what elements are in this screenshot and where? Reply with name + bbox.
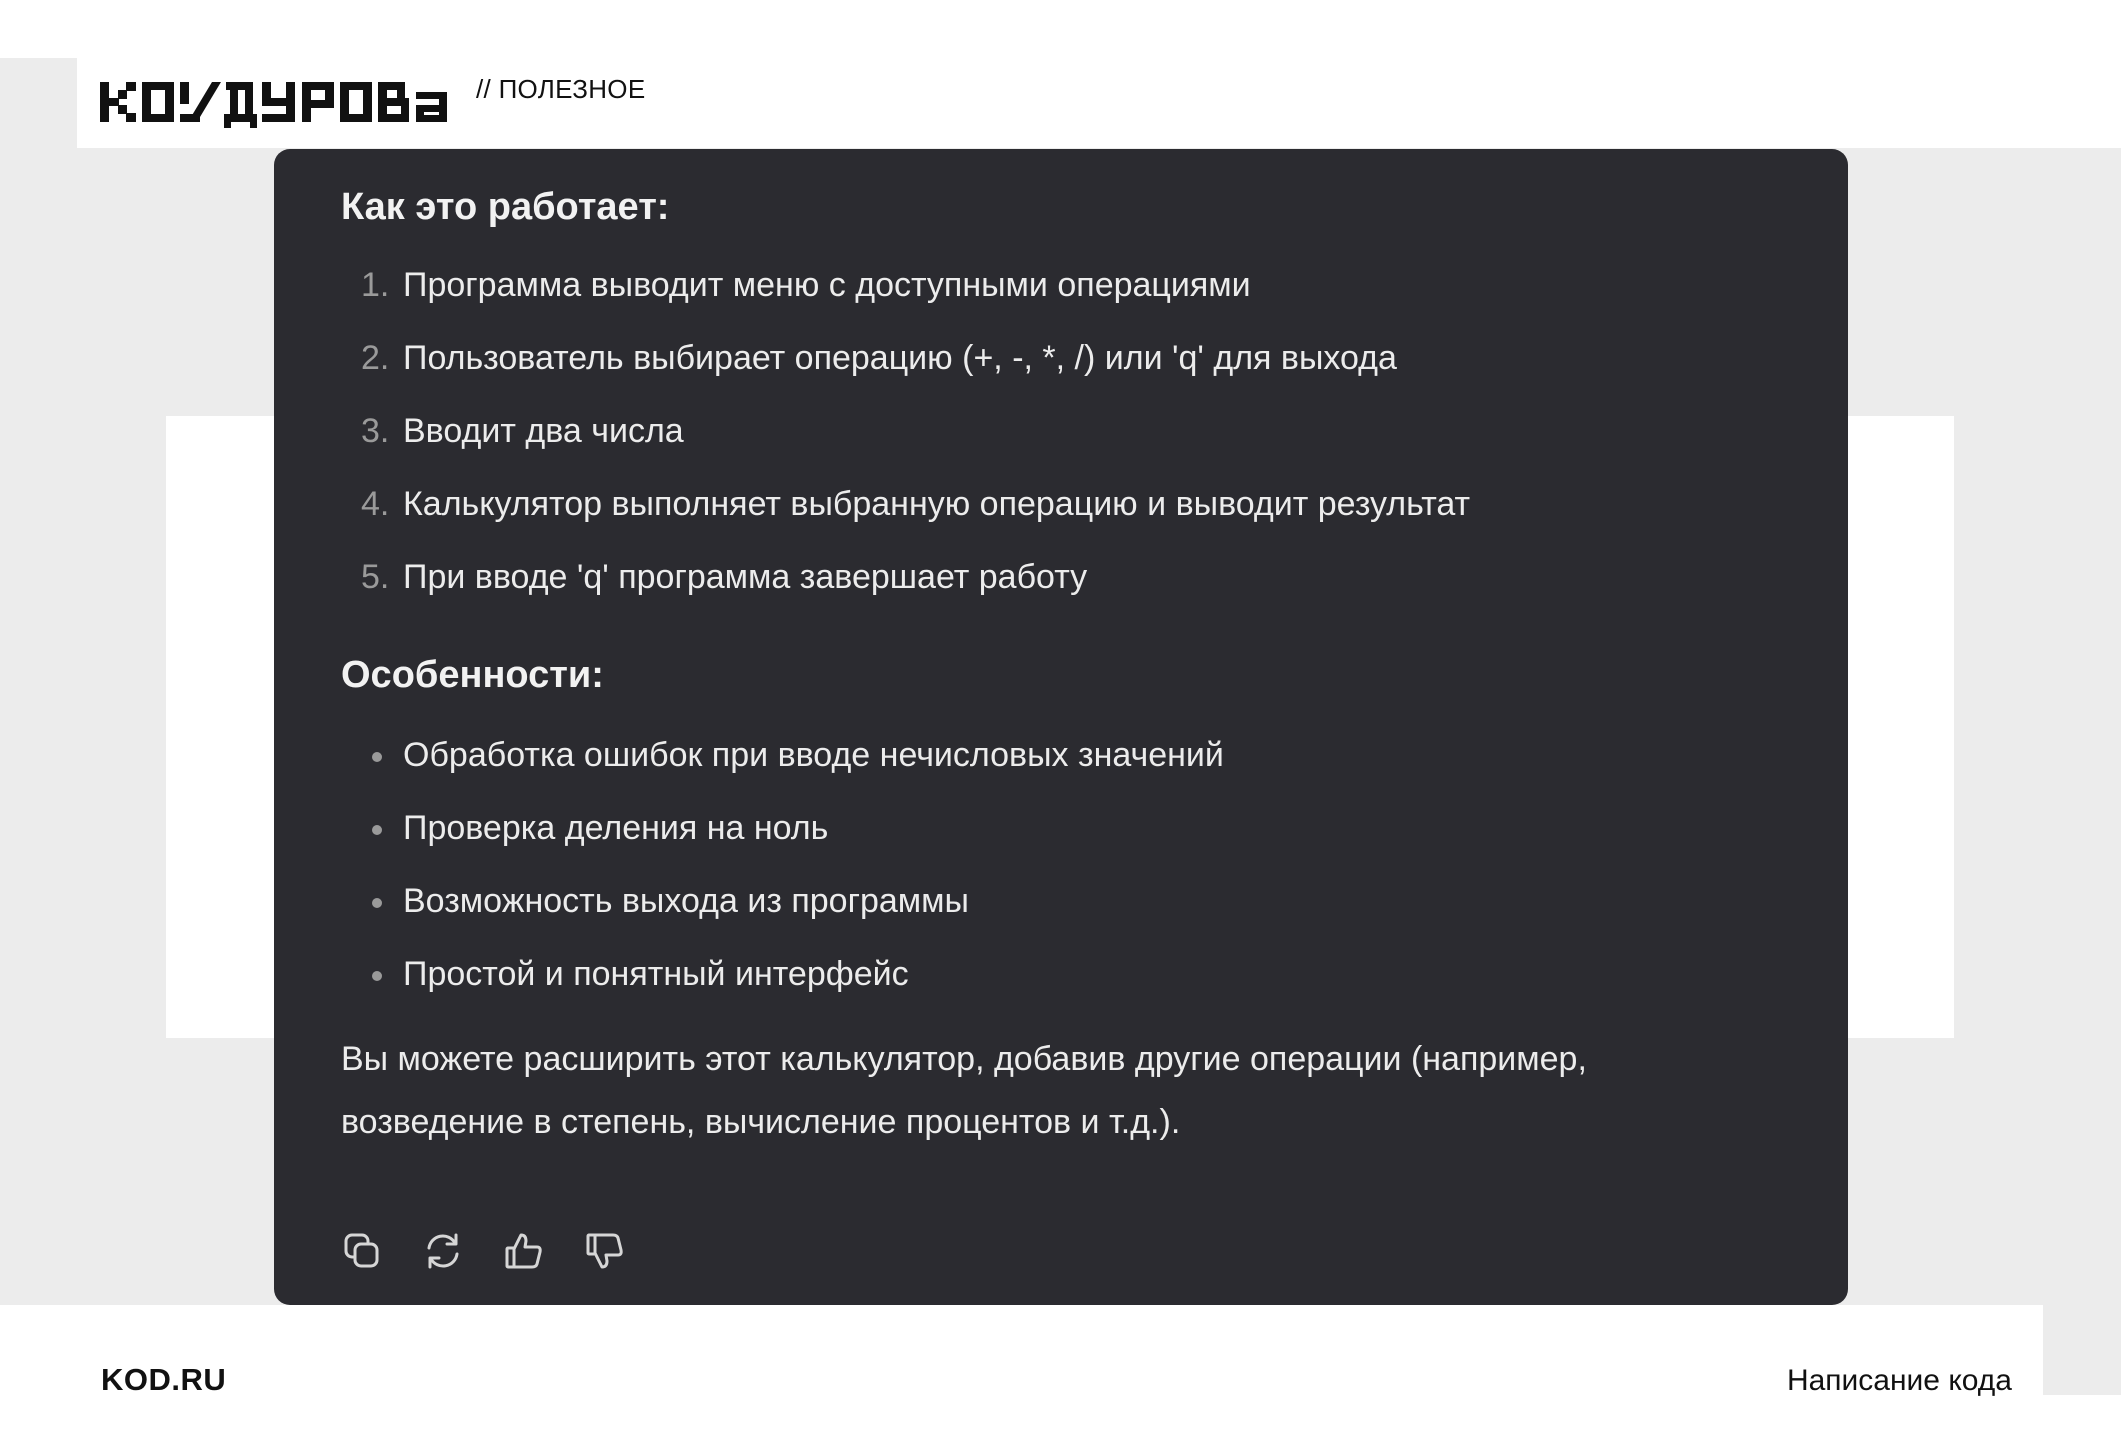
step-item xyxy=(341,338,1781,378)
copy-button[interactable] xyxy=(342,1229,382,1273)
regenerate-icon xyxy=(423,1231,463,1271)
step-number: 4. xyxy=(361,485,390,523)
footer-category[interactable]: Написание кода xyxy=(1786,1364,2012,1397)
kod-logo xyxy=(100,72,460,132)
chat-message-content xyxy=(341,179,1781,1154)
step-item xyxy=(341,411,1781,451)
step-text: Вводит два числа xyxy=(403,412,684,450)
step-item xyxy=(341,265,1781,305)
summary-paragraph xyxy=(341,1028,1781,1154)
step-number: 5. xyxy=(361,558,390,596)
feature-text: Простой и понятный интерфейс xyxy=(403,955,909,993)
step-text: При вводе 'q' программа завершает работу xyxy=(403,558,1088,596)
feature-item xyxy=(341,881,1781,921)
step-item xyxy=(341,484,1781,524)
how-it-works-heading: Как это работает: xyxy=(341,186,670,228)
step-number: 2. xyxy=(361,339,390,377)
step-number: 1. xyxy=(361,266,390,304)
feature-item xyxy=(341,954,1781,994)
summary-line: Вы можете расширить этот калькулятор, добавив другие операции (например, xyxy=(341,1040,1587,1078)
regenerate-button[interactable] xyxy=(423,1229,463,1273)
section-tag[interactable]: // ПОЛЕЗНОЕ xyxy=(476,74,646,104)
features-list xyxy=(341,735,1781,994)
feature-text: Проверка деления на ноль xyxy=(403,809,829,847)
bullet-marker xyxy=(372,825,382,835)
bullet-marker xyxy=(372,752,382,762)
footer-site-name[interactable]: KOD.RU xyxy=(101,1362,227,1397)
step-number: 3. xyxy=(361,412,390,450)
message-actions xyxy=(342,1229,625,1273)
feature-item xyxy=(341,735,1781,775)
step-item xyxy=(341,557,1781,597)
step-text: Калькулятор выполняет выбранную операцию и выводит результат xyxy=(403,485,1471,523)
copy-icon xyxy=(342,1231,382,1271)
thumbs-up-button[interactable] xyxy=(504,1229,544,1273)
feature-text: Обработка ошибок при вводе нечисловых значений xyxy=(403,736,1224,774)
features-heading: Особенности: xyxy=(341,654,604,696)
bullet-marker xyxy=(372,898,382,908)
step-text: Программа выводит меню с доступными операциями xyxy=(403,266,1251,304)
thumbs-up-icon xyxy=(504,1231,544,1271)
summary-line: возведение в степень, вычисление процентов и т.д.). xyxy=(341,1103,1181,1141)
thumbs-down-icon xyxy=(585,1231,625,1271)
feature-item xyxy=(341,808,1781,848)
steps-list xyxy=(341,265,1781,597)
step-text: Пользователь выбирает операцию (+, -, *, /) или 'q' для выхода xyxy=(403,339,1397,377)
thumbs-down-button[interactable] xyxy=(585,1229,625,1273)
header xyxy=(100,62,645,132)
feature-text: Возможность выхода из программы xyxy=(403,882,969,920)
chat-response-card xyxy=(274,149,1848,1305)
background-right-strip xyxy=(2043,1305,2121,1395)
bullet-marker xyxy=(372,971,382,981)
